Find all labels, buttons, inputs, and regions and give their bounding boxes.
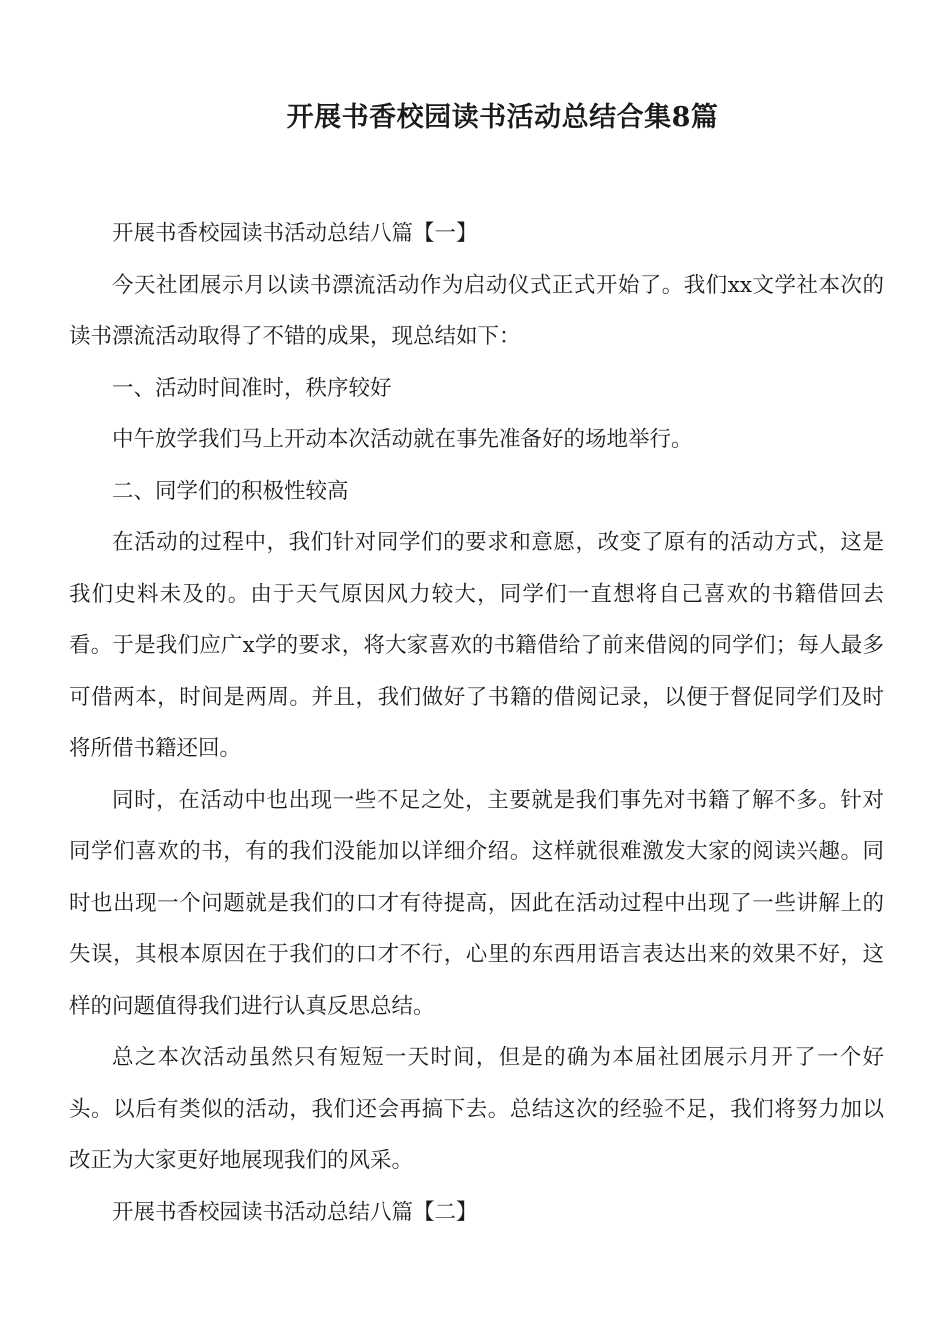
paragraph-enthusiasm: 在活动的过程中，我们针对同学们的要求和意愿，改变了原有的活动方式，这是我们史料未及的。由于天气原因风力较大，同学们一直想将自己喜欢的书籍借回去看。于是我们应广x学的要求，将大家喜欢的书籍借给了前来借阅的同学们；每人最多可借两本，时间是两周。并且，我们做好了书籍的借阅记录，以便于督促同学们及时将所借书籍还回。	[69, 530, 884, 761]
document-body	[69, 208, 884, 1238]
paragraph-intro: 今天社团展示月以读书漂流活动作为启动仪式正式开始了。我们xx文学社本次的读书漂流活动取得了不错的成果，现总结如下：	[69, 272, 884, 349]
subheading-enthusiasm: 二、同学们的积极性较高	[112, 478, 349, 504]
section-heading-1: 开展书香校园读书活动总结八篇【一】	[112, 221, 478, 246]
subheading-timing: 一、活动时间准时，秩序较好	[112, 375, 392, 401]
paragraph-shortcomings: 同时，在活动中也出现一些不足之处，主要就是我们事先对书籍了解不多。针对同学们喜欢的书，有的我们没能加以详细介绍。这样就很难激发大家的阅读兴趣。同时也出现一个问题就是我们的口才有待提高，因此在活动过程中出现了一些讲解上的失误，其根本原因在于我们的口才不行，心里的东西用语言表达出来的效果不好，这样的问题值得我们进行认真反思总结。	[69, 787, 884, 1019]
paragraph-conclusion: 总之本次活动虽然只有短短一天时间，但是的确为本届社团展示月开了一个好头。以后有类似的活动，我们还会再搞下去。总结这次的经验不足，我们将努力加以改正为大家更好地展现我们的风采。	[69, 1045, 884, 1173]
document-title: 开展书香校园读书活动总结合集8篇	[286, 102, 719, 133]
section-heading-2: 开展书香校园读书活动总结八篇【二】	[112, 1199, 478, 1225]
paragraph-timing: 中午放学我们马上开动本次活动就在事先准备好的场地举行。	[112, 427, 693, 452]
